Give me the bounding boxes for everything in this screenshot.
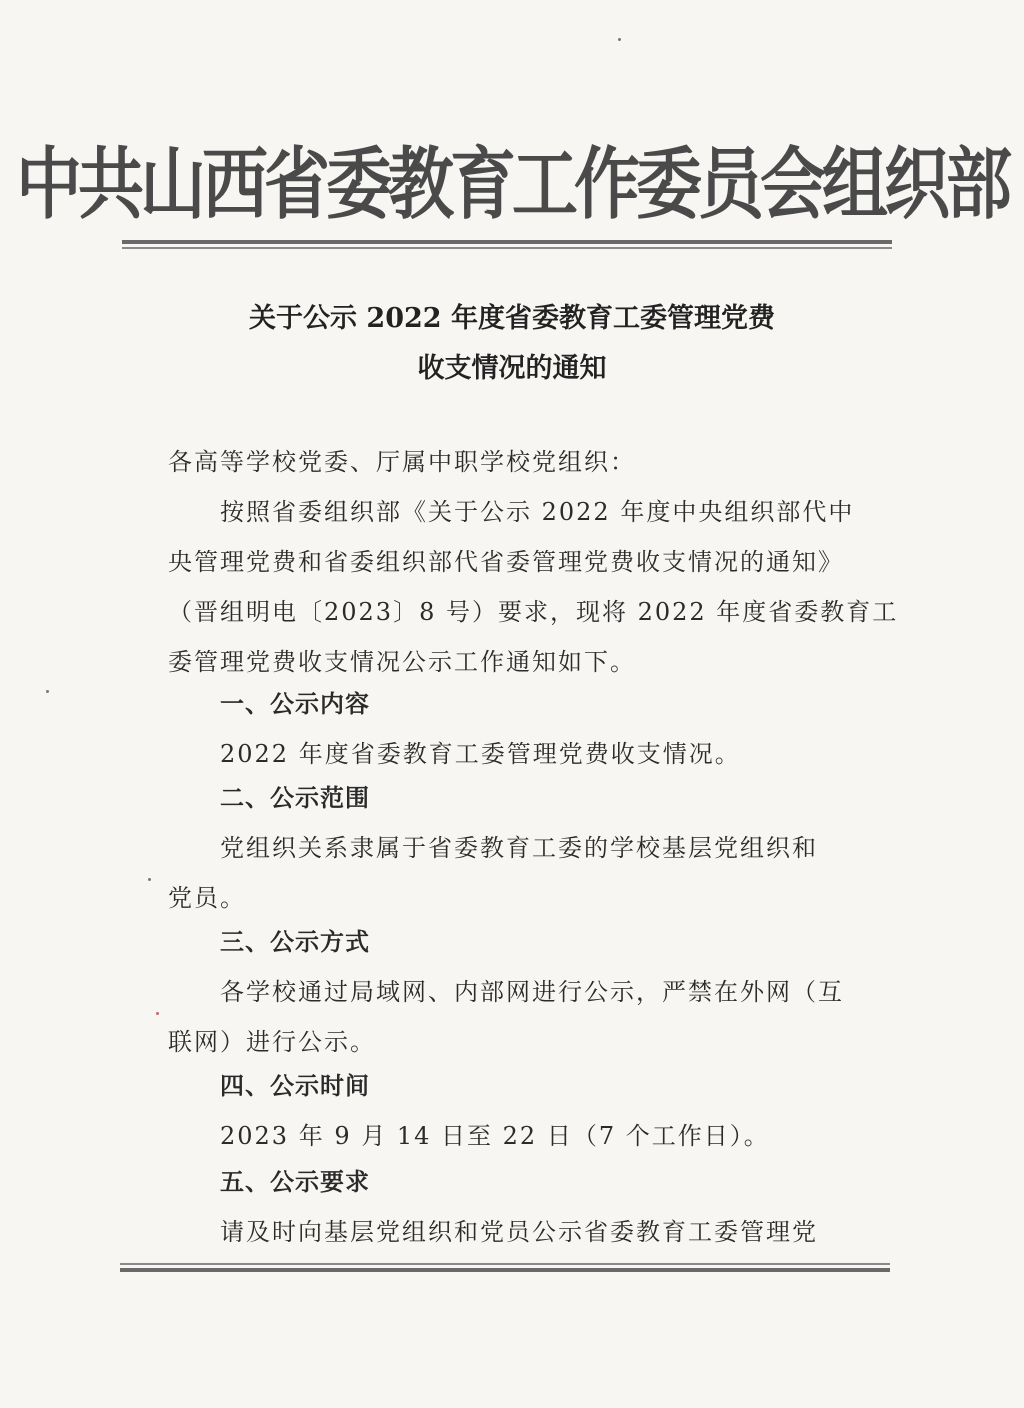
section-2-line-1: 党组织关系隶属于省委教育工委的学校基层党组织和 <box>220 834 818 862</box>
section-4-line-1: 2023 年 9 月 14 日至 22 日（7 个工作日）。 <box>220 1122 770 1150</box>
scan-speck <box>618 38 621 41</box>
section-3-heading: 三、公示方式 <box>220 928 370 956</box>
intro-line-4: 委管理党费收支情况公示工作通知如下。 <box>168 648 636 676</box>
intro-line-1: 按照省委组织部《关于公示 2022 年度中央组织部代中 <box>220 498 855 526</box>
section-1-line-1: 2022 年度省委教育工委管理党费收支情况。 <box>220 740 741 768</box>
section-3-line-1: 各学校通过局域网、内部网进行公示，严禁在外网（互 <box>220 978 844 1006</box>
salutation: 各高等学校党委、厅属中职学校党组织： <box>168 448 636 476</box>
section-2-heading: 二、公示范围 <box>220 784 370 812</box>
section-2-line-2: 党员。 <box>168 884 246 912</box>
document-title-line-1: 关于公示 2022 年度省委教育工委管理党费 <box>249 303 775 334</box>
intro-line-3: （晋组明电〔2023〕8 号）要求，现将 2022 年度省委教育工 <box>168 598 899 626</box>
section-5-heading: 五、公示要求 <box>220 1168 370 1196</box>
section-3-line-2: 联网）进行公示。 <box>168 1028 376 1056</box>
section-5-line-1: 请及时向基层党组织和党员公示省委教育工委管理党 <box>220 1218 818 1246</box>
scan-speck <box>148 878 151 881</box>
scan-speck <box>46 690 49 693</box>
section-4-heading: 四、公示时间 <box>220 1072 370 1100</box>
footer-rule-thick <box>120 1268 890 1272</box>
header-rule-thin <box>122 247 892 249</box>
intro-line-2: 央管理党费和省委组织部代省委管理党费收支情况的通知》 <box>168 548 844 576</box>
section-1-heading: 一、公示内容 <box>220 690 370 718</box>
document-title-line-2: 收支情况的通知 <box>417 353 607 384</box>
scan-speck <box>156 1012 159 1015</box>
footer-rule-thin <box>120 1263 890 1265</box>
organization-header: 中共山西省委教育工作委员会组织部 <box>16 139 1008 231</box>
header-rule-thick <box>122 240 892 244</box>
